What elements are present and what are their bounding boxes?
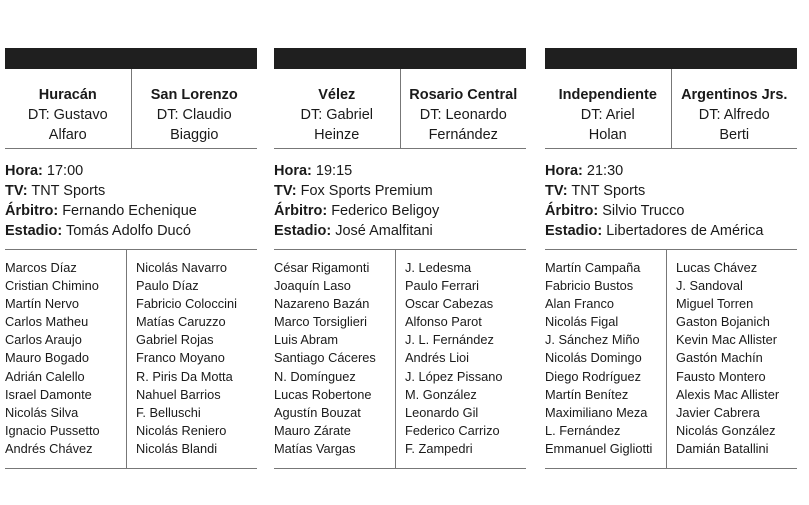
away-team xyxy=(401,69,527,148)
referee-label: Árbitro: xyxy=(545,203,599,219)
player-name: Carlos Matheu xyxy=(5,314,89,330)
player-name: Leonardo Gil xyxy=(405,404,479,420)
match-info xyxy=(5,149,257,250)
player-name: Luis Abram xyxy=(274,332,339,348)
referee-row xyxy=(274,201,526,221)
tv-channel-row xyxy=(5,181,257,201)
player-name: J. Sandoval xyxy=(676,278,743,294)
player-name: J. L. Fernández xyxy=(405,332,494,348)
match-card xyxy=(5,48,257,468)
stadium-value: Libertadores de América xyxy=(606,223,764,239)
away-players-list xyxy=(127,250,257,468)
player-name: R. Piris Da Motta xyxy=(136,368,233,384)
player-name: M. González xyxy=(405,386,477,402)
tv-channel-row xyxy=(545,181,797,201)
match-card xyxy=(545,48,797,468)
lineups xyxy=(274,250,526,468)
player-name: Federico Carrizo xyxy=(405,422,500,438)
stadium-value: Tomás Adolfo Ducó xyxy=(65,223,191,239)
player-name: L. Fernández xyxy=(545,422,621,438)
player-name: J. López Pissano xyxy=(405,368,503,384)
player-name: Andrés Lioi xyxy=(405,350,470,366)
time-row xyxy=(545,161,797,181)
time-value: 21:30 xyxy=(586,163,624,179)
tv-channel-value: Fox Sports Premium xyxy=(300,183,433,199)
coach-name: Biaggio xyxy=(170,127,219,143)
player-name: Gabriel Rojas xyxy=(136,332,214,348)
time-row xyxy=(5,161,257,181)
player-name: Kevin Mac Allister xyxy=(676,332,777,348)
team-name: Huracán xyxy=(38,87,97,103)
bottom-rule xyxy=(5,468,257,469)
stadium-value: José Amalfitani xyxy=(335,223,433,239)
player-name: Fabricio Bustos xyxy=(545,278,634,294)
player-name: Nicolás Navarro xyxy=(136,260,228,275)
tv-channel-value: TNT Sports xyxy=(571,183,646,199)
player-name: Fabricio Coloccini xyxy=(136,296,237,312)
tv-channel-value: TNT Sports xyxy=(31,183,106,199)
home-team xyxy=(5,69,132,148)
referee-row xyxy=(5,201,257,221)
player-name: Oscar Cabezas xyxy=(405,296,494,312)
player-name: Franco Moyano xyxy=(136,350,225,366)
teams-row xyxy=(5,69,257,149)
player-name: Marco Torsiglieri xyxy=(274,314,367,330)
player-name: Paulo Díaz xyxy=(136,278,199,294)
player-name: Joaquín Laso xyxy=(274,278,351,294)
referee-value: Federico Beligoy xyxy=(331,203,440,219)
coach-name: Fernández xyxy=(428,127,498,143)
player-name: Maximiliano Meza xyxy=(545,404,648,420)
player-name: J. Ledesma xyxy=(405,260,472,275)
referee-label: Árbitro: xyxy=(274,203,328,219)
time-label: Hora: xyxy=(5,163,43,179)
header-bar xyxy=(274,48,526,69)
player-name: Gaston Bojanich xyxy=(676,314,770,330)
player-name: Matías Caruzzo xyxy=(136,314,226,330)
player-name: Nicolás Domingo xyxy=(545,350,642,366)
stadium-label: Estadio: xyxy=(5,223,63,239)
referee-label: Árbitro: xyxy=(5,203,59,219)
player-name: Fausto Montero xyxy=(676,368,766,384)
player-name: Martín Campaña xyxy=(545,260,641,275)
player-name: Alfonso Parot xyxy=(405,314,482,330)
teams-row xyxy=(545,69,797,149)
player-name: Andrés Chávez xyxy=(5,440,93,456)
bottom-rule xyxy=(545,468,797,469)
player-name: Alexis Mac Allister xyxy=(676,386,780,402)
home-players-list xyxy=(545,250,667,468)
player-name: Martín Benítez xyxy=(545,386,629,402)
stadium-row xyxy=(274,221,526,241)
player-name: Nicolás Figal xyxy=(545,314,619,330)
player-name: Gastón Machín xyxy=(676,350,763,366)
player-name: F. Belluschi xyxy=(136,404,201,420)
bottom-rule xyxy=(274,468,526,469)
player-name: Martín Nervo xyxy=(5,296,79,312)
time-label: Hora: xyxy=(274,163,312,179)
player-name: Marcos Díaz xyxy=(5,260,77,275)
coach-label: DT: Leonardo xyxy=(419,107,507,123)
player-name: César Rigamonti xyxy=(274,260,370,275)
player-name: Cristian Chimino xyxy=(5,278,99,294)
player-name: Emmanuel Gigliotti xyxy=(545,440,653,456)
tv-channel-label: TV: xyxy=(5,183,28,199)
stadium-row xyxy=(5,221,257,241)
home-team xyxy=(545,69,672,148)
team-name: Rosario Central xyxy=(409,87,518,103)
coach-label: DT: Gabriel xyxy=(300,107,374,123)
player-name: F. Zampedri xyxy=(405,440,473,456)
home-players-list xyxy=(5,250,127,468)
tv-channel-label: TV: xyxy=(545,183,568,199)
time-label: Hora: xyxy=(545,163,583,179)
header-bar xyxy=(5,48,257,69)
player-name: Alan Franco xyxy=(545,296,614,312)
player-name: Israel Damonte xyxy=(5,386,92,402)
match-card xyxy=(274,48,526,468)
coach-name: Berti xyxy=(719,127,750,143)
player-name: Nazareno Bazán xyxy=(274,296,370,312)
away-team xyxy=(132,69,258,148)
match-info xyxy=(545,149,797,250)
lineups xyxy=(5,250,257,468)
player-name: Santiago Cáceres xyxy=(274,350,376,366)
stadium-row xyxy=(545,221,797,241)
referee-value: Silvio Trucco xyxy=(602,203,685,219)
player-name: Ignacio Pussetto xyxy=(5,422,100,438)
header-bar xyxy=(545,48,797,69)
player-name: Adrián Calello xyxy=(5,368,85,384)
player-name: Matías Vargas xyxy=(274,440,356,456)
teams-row xyxy=(274,69,526,149)
player-name: Paulo Ferrari xyxy=(405,278,479,294)
team-name: Vélez xyxy=(318,87,356,103)
coach-label: DT: Gustavo xyxy=(27,107,108,123)
player-name: Mauro Bogado xyxy=(5,350,89,366)
coach-name: Alfaro xyxy=(48,127,87,143)
tv-channel-row xyxy=(274,181,526,201)
lineups xyxy=(545,250,797,468)
referee-row xyxy=(545,201,797,221)
away-team xyxy=(672,69,798,148)
coach-label: DT: Ariel xyxy=(580,107,635,123)
team-name: Argentinos Jrs. xyxy=(681,87,788,103)
player-name: Nicolás Silva xyxy=(5,404,79,420)
away-players-list xyxy=(396,250,526,468)
time-value: 19:15 xyxy=(315,163,353,179)
player-name: Lucas Chávez xyxy=(676,260,758,275)
player-name: Miguel Torren xyxy=(676,296,754,312)
away-players-list xyxy=(667,250,797,468)
time-value: 17:00 xyxy=(46,163,84,179)
player-name: Javier Cabrera xyxy=(676,404,760,420)
player-name: N. Domínguez xyxy=(274,368,356,384)
player-name: Damián Batallini xyxy=(676,440,769,456)
player-name: Nicolás Blandi xyxy=(136,440,218,456)
player-name: Diego Rodríguez xyxy=(545,368,642,384)
player-name: Carlos Araujo xyxy=(5,332,82,348)
team-name: San Lorenzo xyxy=(150,87,238,103)
team-name: Independiente xyxy=(558,87,657,103)
player-name: Agustín Bouzat xyxy=(274,404,361,420)
home-team xyxy=(274,69,401,148)
player-name: J. Sánchez Miño xyxy=(545,332,640,348)
stadium-label: Estadio: xyxy=(545,223,603,239)
match-info xyxy=(274,149,526,250)
coach-label: DT: Alfredo xyxy=(698,107,770,123)
stadium-label: Estadio: xyxy=(274,223,332,239)
time-row xyxy=(274,161,526,181)
coach-name: Holan xyxy=(588,127,627,143)
tv-channel-label: TV: xyxy=(274,183,297,199)
coach-label: DT: Claudio xyxy=(156,107,232,123)
coach-name: Heinze xyxy=(314,127,360,143)
player-name: Mauro Zárate xyxy=(274,422,351,438)
referee-value: Fernando Echenique xyxy=(62,203,197,219)
player-name: Nicolás Reniero xyxy=(136,422,227,438)
player-name: Nicolás González xyxy=(676,422,776,438)
home-players-list xyxy=(274,250,396,468)
player-name: Nahuel Barrios xyxy=(136,386,221,402)
player-name: Lucas Robertone xyxy=(274,386,372,402)
